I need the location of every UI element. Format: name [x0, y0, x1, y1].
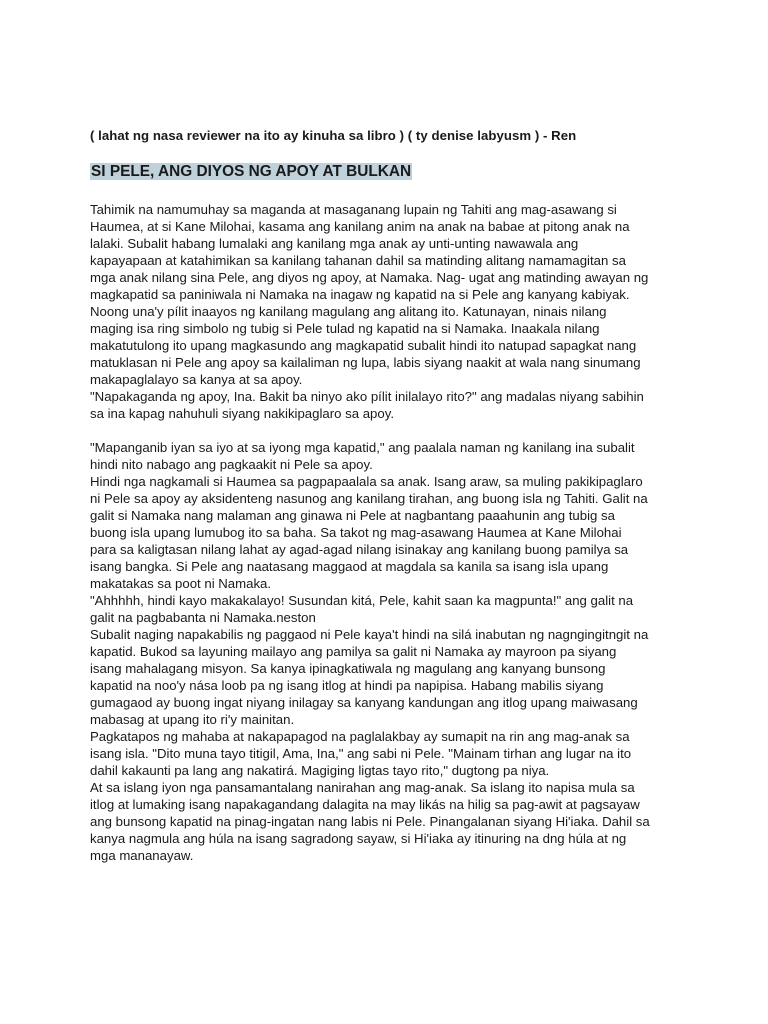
body-line: Subalit naging napakabilis ng paggaod ni Pele kaya't hindi na silá inabutan ng nagngingitngit na: [90, 627, 649, 642]
story-title-text: SI PELE, ANG DIYOS NG APOY AT BULKAN: [91, 163, 412, 180]
body-line: buong isla upang lumubog ito sa baha. Sa takot ng mag-asawang Haumea at Kane Milohai: [90, 525, 622, 540]
body-line: makatutulong ito upang magkasundo ang magkapatid subalit hindi ito natupad sapagkat nang: [90, 338, 637, 353]
body-line: ang bunsong kapatid na pinag-ingatan nang labis ni Pele. Pinangalanan siyang Hi'iaka. Dahil sa: [90, 814, 650, 829]
body-line: Pagkatapos ng mahaba at nakapapagod na paglalakbay ay sumapit na rin ang mag-anak sa: [90, 729, 630, 744]
body-line: isang isla. "Dito muna tayo titigil, Ama, Ina," ang sabi ni Pele. "Mainam tirhan ang lugar na ito: [90, 746, 632, 761]
story-body: [90, 201, 700, 864]
body-line: mga anak nilang sina Pele, ang diyos ng apoy, at Namaka. Nag- ugat ang matinding awayan ng: [90, 270, 649, 285]
body-line: galit na pagbabanta ni Namaka.neston: [90, 610, 316, 625]
body-line: "Napakaganda ng apoy, Ina. Bakit ba ninyo ako pílit inilalayo rito?" ang madalas niyang sabihin: [90, 389, 644, 404]
header-note: ( lahat ng nasa reviewer na ito ay kinuha sa libro ) ( ty denise labyusm ) - Ren: [90, 128, 577, 143]
body-line: At sa islang iyon nga pansamantalang nanirahan ang mag-anak. Sa islang ito napisa mula sa: [90, 780, 635, 795]
body-line: makapaglalayo sa kanya at sa apoy.: [90, 372, 303, 387]
body-line: mga mananayaw.: [90, 848, 194, 863]
body-line: hindi nito nabago ang pagkaakit ni Pele sa apoy.: [90, 457, 373, 472]
body-line: kanya nagmula ang húla na isang sagradong sayaw, si Hi'iaka ay itinuring na dng húla at ng: [90, 831, 627, 846]
body-line: kapatid. Bukod sa layuning mailayo ang pamilya sa galit ni Namaka ay mayroon pa siyang: [90, 644, 617, 659]
paragraph-gap: [90, 422, 700, 439]
story-title: [90, 162, 412, 182]
body-line: Hindi nga nagkamali si Haumea sa pagpapaalala sa anak. Isang araw, sa muling pakikipaglaro: [90, 474, 643, 489]
body-line: kapayapaan at katahimikan sa kanilang tahanan dahil sa matinding alitang namamagitan sa: [90, 253, 626, 268]
body-line: matuklasan ni Pele ang apoy sa kailaliman ng lupa, labis siyang naakit at wala nang sinumang: [90, 355, 641, 370]
body-line: isang mahalagang misyon. Sa kanya ipinagkatiwala ng magulang ang kanyang bunsong: [90, 661, 606, 676]
body-line: "Ahhhhh, hindi kayo makakalayo! Susundan kitá, Pele, kahit saan ka magpunta!" ang galit na: [90, 593, 634, 608]
body-line: magkapatid sa paniniwala ni Namaka na inagaw ng kapatid na si Pele ang kanyang kabiyak.: [90, 287, 630, 302]
body-line: mabasag at upang ito ri'y mainitan.: [90, 712, 295, 727]
body-line: ni Pele sa apoy ay aksidenteng nasunog ang kanilang tirahan, ang buong isla ng Tahiti. Galit na: [90, 491, 648, 506]
body-line: Tahimik na namumuhay sa maganda at masaganang lupain ng Tahiti ang mag-asawang si: [90, 202, 617, 217]
body-line: itlog at lumaking isang napakagandang dalagita na may likás na hilig sa pag-awit at pagsayaw: [90, 797, 640, 812]
body-line: isang bangka. Si Pele ang naatasang maggaod at magdala sa kanila sa isang isla upang: [90, 559, 609, 574]
body-line: Haumea, at si Kane Milohai, kasama ang kanilang anim na anak na babae at pitong anak na: [90, 219, 630, 234]
body-line: gumagaod ay buong ingat niyang inilagay sa kanyang kandungan ang itlog upang maiwasang: [90, 695, 638, 710]
body-line: para sa kaligtasan nilang lahat ay agad-agad nilang isinakay ang kanilang buong pamilya sa: [90, 542, 629, 557]
body-line: sa ina kapag nahuhuli siyang nakikipaglaro sa apoy.: [90, 406, 395, 421]
body-line: makatakas sa poot ni Namaka.: [90, 576, 272, 591]
body-line: kapatid na noo'y nása loob pa ng isang itlog at hindi pa napipisa. Habang mabilis siyang: [90, 678, 604, 693]
body-line: "Mapanganib iyan sa iyo at sa iyong mga kapatid," ang paalala naman ng kanilang ina subalit: [90, 440, 635, 455]
body-line: lalaki. Subalit habang lumalaki ang kanilang mga anak ay unti-unting nawawala ang: [90, 236, 579, 251]
body-line: dahil kakaunti pa lang ang nakatirá. Magiging ligtas tayo rito," dugtong pa niya.: [90, 763, 550, 778]
body-line: Noong una'y pílit inaayos ng kanilang magulang ang alitang ito. Katunayan, ninais nilang: [90, 304, 607, 319]
body-line: maging isa ring simbolo ng tubig si Pele tulad ng kapatid na si Namaka. Inaakala nilang: [90, 321, 600, 336]
body-line: galit si Namaka nang malaman ang ginawa ni Pele at nagbantang paaahunin ang tubig sa: [90, 508, 615, 523]
